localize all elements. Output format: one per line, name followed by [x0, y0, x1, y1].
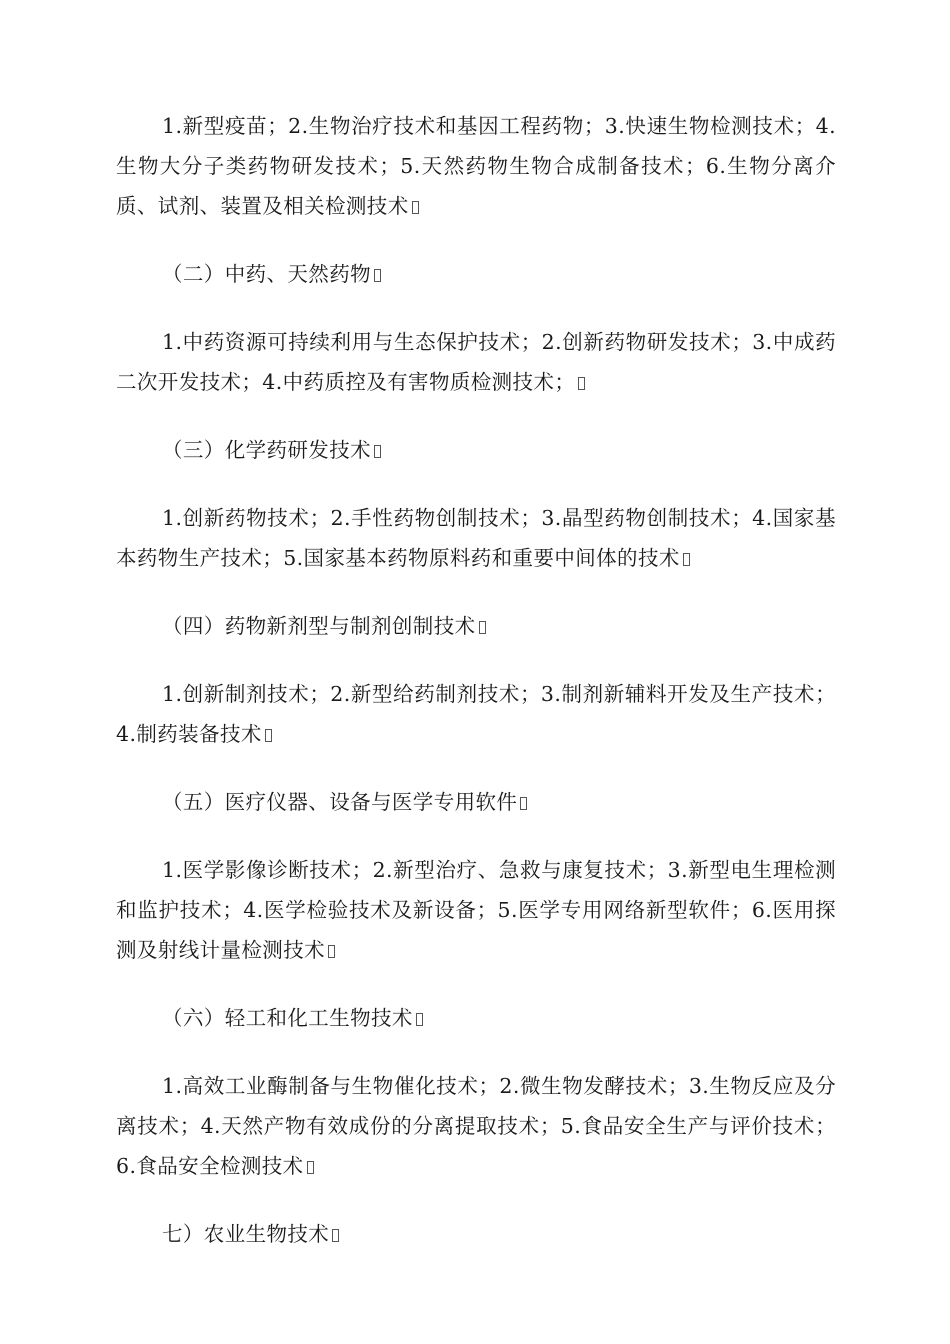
paragraph-mark-icon: [578, 377, 585, 390]
heading-medical-devices: （五）医疗仪器、设备与医学专用软件: [116, 782, 836, 822]
paragraph-mark-icon: [479, 621, 486, 634]
paragraph-mark-icon: [265, 729, 272, 742]
paragraph-mark-icon: [520, 797, 527, 810]
paragraph-mark-icon: [332, 1229, 339, 1242]
paragraph-medical-devices-items: 1.医学影像诊断技术；2.新型治疗、急救与康复技术；3.新型电生理检测和监护技术；4.医学检验技术及新设备；5.医学专用网络新型软件；6.医用探测及射线计量检测技术: [116, 858, 836, 962]
heading-agricultural-biotech: 七）农业生物技术: [116, 1214, 836, 1254]
paragraph-industrial-biotech-items: 1.高效工业酶制备与生物催化技术；2.微生物发酵技术；3.生物反应及分离技术；4.天然产物有效成份的分离提取技术；5.食品安全生产与评价技术；6.食品安全检测技术: [116, 1074, 836, 1178]
paragraph-mark-icon: [307, 1161, 314, 1174]
paragraph-mark-icon: [416, 1013, 423, 1026]
paragraph-mark-icon: [683, 553, 690, 566]
heading-tcm: （二）中药、天然药物: [116, 254, 836, 294]
paragraph-chemical-drugs-items: 1.创新药物技术；2.手性药物创制技术；3.晶型药物创制技术；4.国家基本药物生产技术；5.国家基本药物原料药和重要中间体的技术: [116, 506, 836, 570]
paragraph-formulations-items: 1.创新制剂技术；2.新型给药制剂技术；3.制剂新辅料开发及生产技术；4.制药装备技术: [116, 682, 836, 746]
paragraph-mark-icon: [328, 945, 335, 958]
paragraph-tcm-items: 1.中药资源可持续利用与生态保护技术；2.创新药物研发技术；3.中成药二次开发技术；4.中药质控及有害物质检测技术；: [116, 330, 836, 394]
document-page: [116, 106, 836, 1282]
paragraph-mark-icon: [412, 201, 419, 214]
heading-formulations: （四）药物新剂型与制剂创制技术: [116, 606, 836, 646]
paragraph-mark-icon: [374, 269, 381, 282]
paragraph-mark-icon: [374, 445, 381, 458]
heading-industrial-biotech: （六）轻工和化工生物技术: [116, 998, 836, 1038]
heading-chemical-drugs: （三）化学药研发技术: [116, 430, 836, 470]
paragraph-biotech-items: 1.新型疫苗；2.生物治疗技术和基因工程药物；3.快速生物检测技术；4.生物大分子类药物研发技术；5.天然药物生物合成制备技术；6.生物分离介质、试剂、装置及相关检测技术: [116, 114, 836, 218]
